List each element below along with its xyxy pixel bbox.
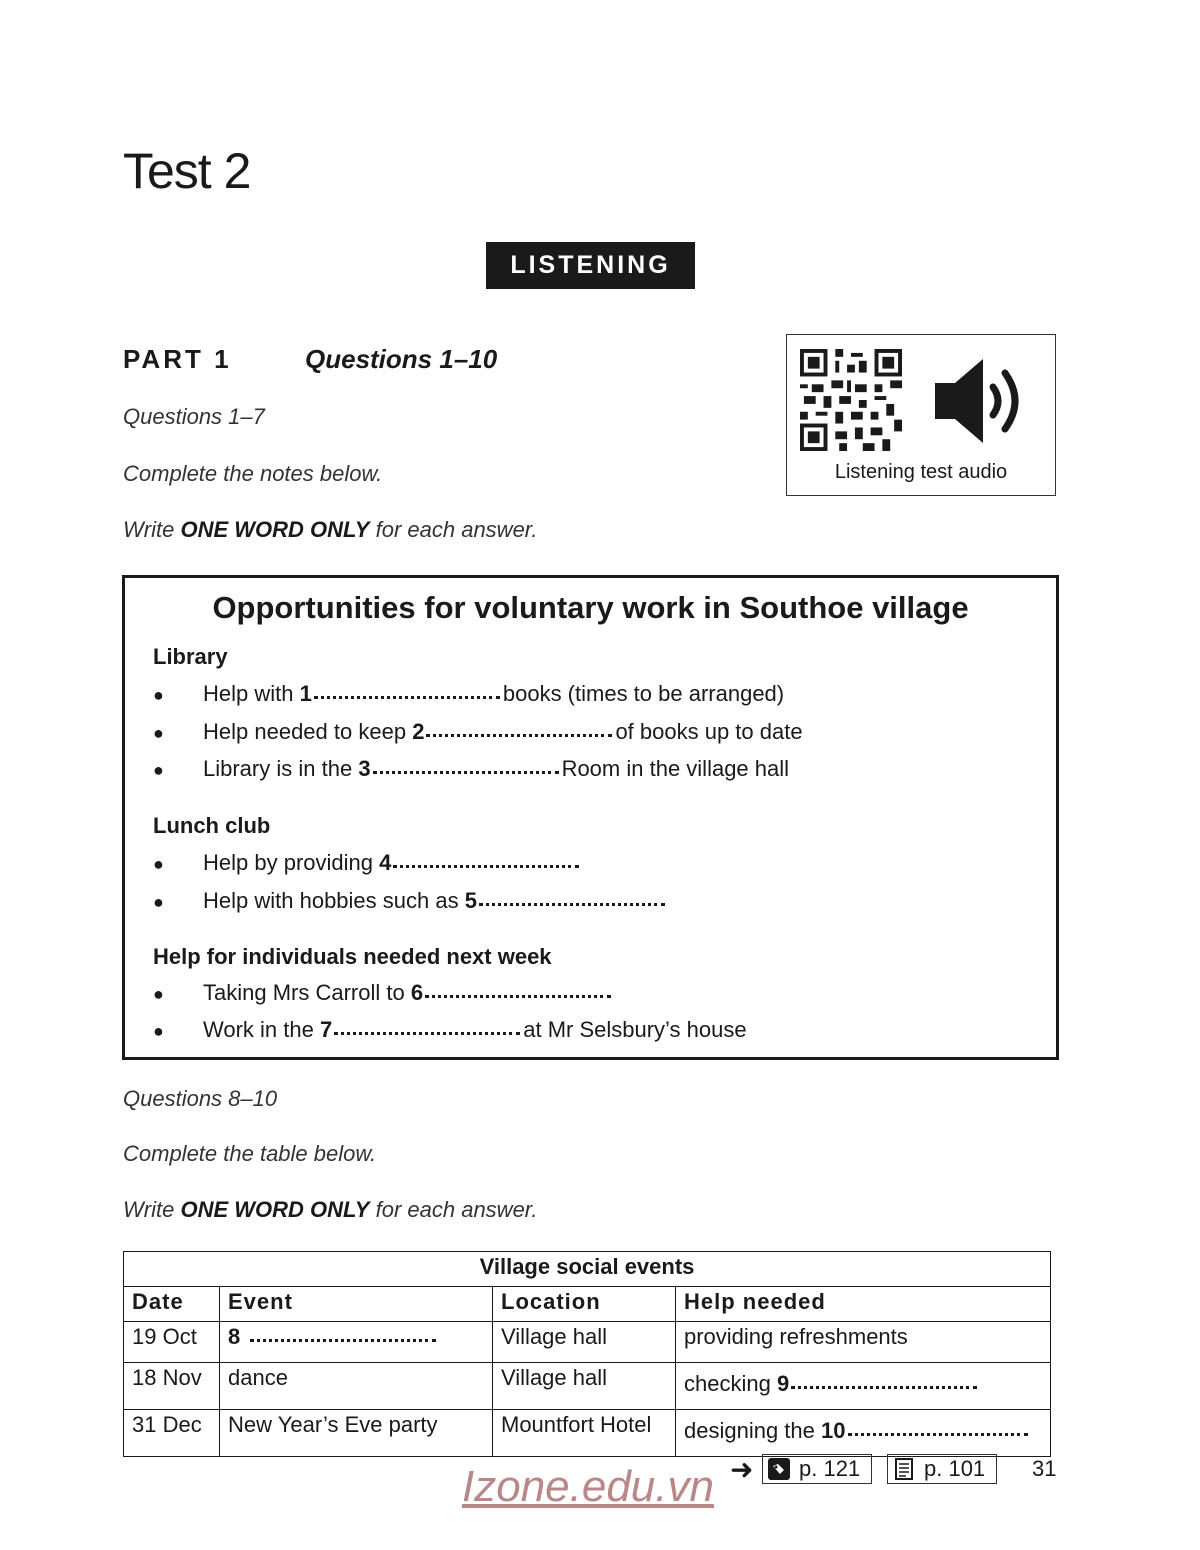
column-header-date: Date — [124, 1287, 220, 1322]
transcript-reference[interactable]: p. 101 — [887, 1454, 997, 1484]
note-item: ● Library is in the 3 Room in the village hall — [153, 756, 790, 781]
events-table — [123, 1251, 1051, 1457]
watermark: Izone.edu.vn — [462, 1462, 714, 1511]
cell-date: 31 Dec — [124, 1410, 220, 1457]
questions-8-10-instruction: Complete the table below. — [123, 1141, 377, 1166]
section-heading-library: Library — [153, 644, 228, 669]
note-item: ● Work in the 7 at Mr Selsbury’s house — [153, 1017, 747, 1042]
answer-blank-9[interactable] — [791, 1386, 977, 1389]
answer-blank-2[interactable] — [426, 734, 612, 737]
cell-help: providing refreshments — [676, 1322, 1051, 1363]
cell-location: Village hall — [493, 1322, 676, 1363]
cell-help: checking 9 — [676, 1363, 1051, 1410]
part-label: PART 1 — [123, 344, 232, 374]
answer-blank-10[interactable] — [848, 1433, 1028, 1436]
note-item: ● Help with 1 books (times to be arranged) — [153, 681, 785, 706]
answer-blank-6[interactable] — [425, 995, 611, 998]
section-heading-lunch-club: Lunch club — [153, 813, 271, 838]
audio-panel[interactable] — [786, 334, 1056, 496]
column-header-location: Location — [493, 1287, 676, 1322]
column-header-help-needed: Help needed — [676, 1287, 1051, 1322]
table-caption: Village social events — [124, 1252, 1051, 1287]
questions-1-7-word-limit: Write ONE WORD ONLY for each answer. — [123, 517, 538, 542]
speaker-icon[interactable] — [933, 355, 1029, 447]
answer-key-reference[interactable]: p. 121 — [762, 1454, 872, 1484]
section-banner: LISTENING — [486, 242, 695, 289]
column-header-event: Event — [220, 1287, 493, 1322]
cell-event: 8 — [220, 1322, 493, 1363]
part-heading — [123, 344, 497, 375]
questions-1-7-range: Questions 1–7 — [123, 404, 265, 429]
questions-8-10-range: Questions 8–10 — [123, 1086, 278, 1111]
notes-title: Opportunities for voluntary work in Southoe village — [212, 590, 969, 625]
cell-date: 19 Oct — [124, 1322, 220, 1363]
answer-blank-7[interactable] — [334, 1032, 520, 1035]
qr-code-icon[interactable] — [799, 349, 903, 451]
answer-blank-1[interactable] — [314, 696, 500, 699]
questions-8-10-word-limit: Write ONE WORD ONLY for each answer. — [123, 1197, 538, 1222]
page-title: Test 2 — [123, 143, 251, 199]
note-item: ● Help needed to keep 2 of books up to date — [153, 719, 803, 744]
cell-location: Village hall — [493, 1363, 676, 1410]
arrow-right-icon: ➜ — [730, 1454, 754, 1485]
part-question-range: Questions 1–10 — [305, 344, 498, 374]
note-item: ● Taking Mrs Carroll to 6 — [153, 980, 614, 1006]
table-row — [124, 1322, 1051, 1363]
cell-location: Mountfort Hotel — [493, 1410, 676, 1457]
table-row — [124, 1363, 1051, 1410]
answer-key-icon — [768, 1458, 790, 1480]
answer-blank-3[interactable] — [373, 771, 559, 774]
answer-blank-8[interactable] — [250, 1339, 436, 1342]
cell-help: designing the 10 — [676, 1410, 1051, 1457]
cell-date: 18 Nov — [124, 1363, 220, 1410]
page-number: 31 — [1032, 1456, 1057, 1481]
table-row — [124, 1410, 1051, 1457]
audio-caption: Listening test audio — [834, 461, 1008, 483]
section-heading-individuals: Help for individuals needed next week — [153, 944, 552, 969]
notes-box — [122, 575, 1059, 1060]
cell-event: dance — [220, 1363, 493, 1410]
cell-event: New Year’s Eve party — [220, 1410, 493, 1457]
document-icon — [893, 1458, 915, 1480]
questions-1-7-instruction: Complete the notes below. — [123, 461, 383, 486]
note-item: ● Help by providing 4 — [153, 850, 582, 876]
note-item: ● Help with hobbies such as 5 — [153, 888, 668, 914]
answer-blank-5[interactable] — [479, 903, 665, 906]
answer-blank-4[interactable] — [393, 865, 579, 868]
